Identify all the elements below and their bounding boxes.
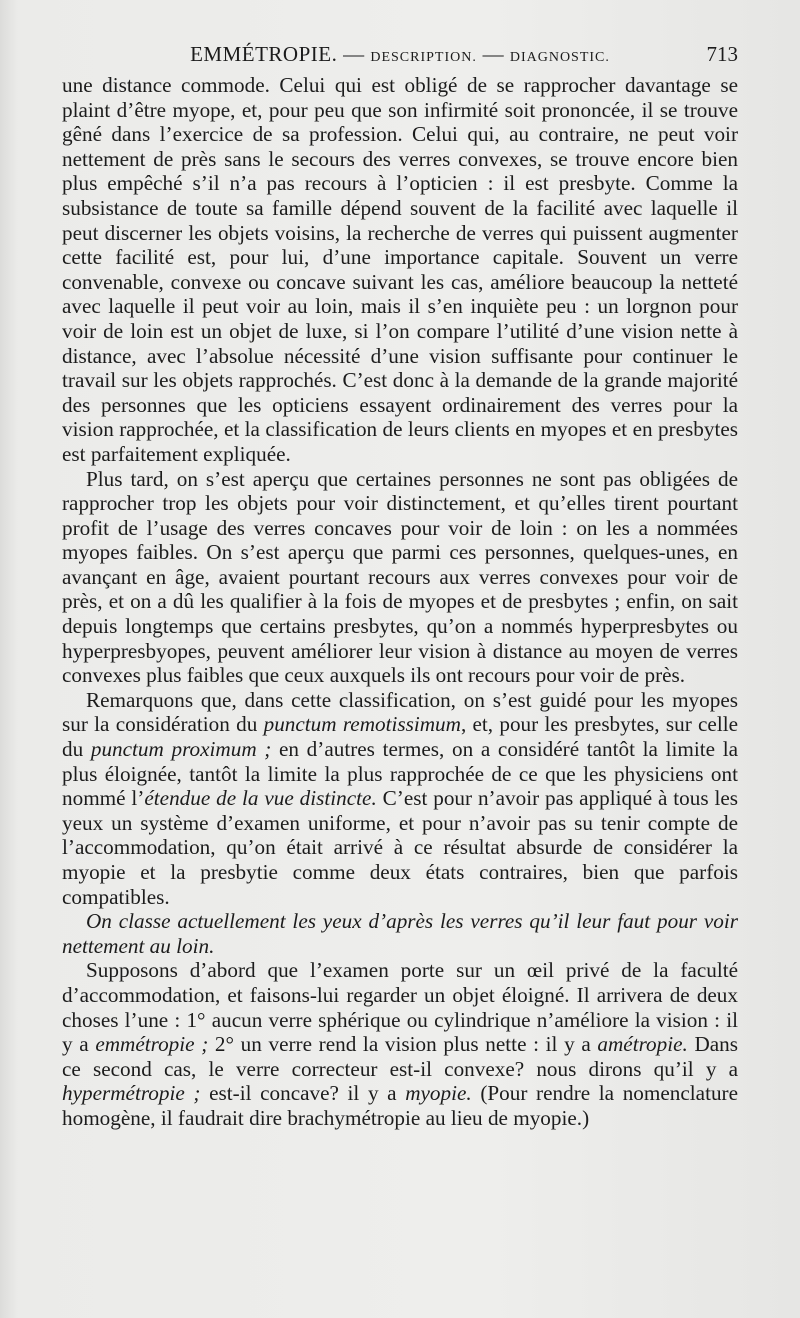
italic-text: hypermétropie ;: [62, 1081, 201, 1106]
italic-text: amétropie.: [597, 1032, 688, 1057]
title-dash-1: —: [337, 42, 371, 66]
title-diagnostic: DIAGNOSTIC.: [509, 50, 610, 65]
text-run: 2° un verre rend la vision plus nette : il y a: [208, 1032, 598, 1057]
text-run: Plus tard, on s’est aperçu que certaines personnes ne sont pas obligées de rapprocher trop les objets pour voir distinctement, et qu’elles tirent pourtant profit de l’usage des verres concaves pour voir de loin : on les a nommées myopes faibles. On s’est aperçu que parmi ces personnes, quelques-unes, en avançant en âge, avaient pourtant recours aux verres convexes pour voir de près, et on a dû les qualifier à la fois de myopes et de presbytes ; enfin, on sait depuis longtemps que certains presbytes, qu’on a nommés hyperpresbytes ou hyperpresbyopes, peuvent améliorer leur vision à distance au moyen de verres convexes plus faibles que ceux auxquels ils ont recours pour voir de près.: [62, 466, 738, 688]
italic-text: étendue de la vue distincte.: [144, 786, 377, 811]
title-dash-2: —: [476, 42, 510, 66]
body-text: [62, 73, 738, 1131]
italic-text: myopie.: [405, 1081, 472, 1106]
paragraph: [62, 909, 738, 958]
paragraph: [62, 73, 738, 467]
page-number: 713: [706, 42, 738, 66]
text-run: est-il concave? il y a: [200, 1081, 406, 1106]
italic-text: emmétropie ;: [95, 1032, 209, 1057]
text-run: , et, pour les presbytes, sur celle du: [62, 712, 738, 762]
italic-text: punctum proximum ;: [90, 737, 272, 762]
paragraph: [62, 688, 738, 909]
text-run: (Pour rendre la nomenclature homogène, il faudrait dire brachymétropie au lieu de myopie.): [62, 1081, 739, 1130]
paragraph: [62, 958, 738, 1130]
italic-text: On classe actuellement les yeux d’après les verres qu’il leur faut pour voir nettement au loin.: [62, 909, 738, 958]
paragraph: [62, 467, 738, 688]
italic-text: punctum remotissimum: [263, 712, 461, 737]
text-run: C’est pour n’avoir pas appliqué à tous les yeux un système d’examen uniforme, et pour n’avoir pas su tenir compte de l’accommodation, qu’on était arrivé à ce résultat absurde de considérer la myopie et la presbytie comme deux états contraires, bien que parfois compatibles.: [62, 786, 738, 909]
text-run: Supposons d’abord que l’examen porte sur un œil privé de la faculté d’accommodation, et faisons-lui regarder un objet éloigné. Il arrivera de deux choses l’une : 1° aucun verre sphérique ou cylindrique n’améliore la vision : il y a: [62, 958, 738, 1057]
title-main: EMMÉTROPIE.: [190, 42, 338, 66]
text-run: en d’autres termes, on a considéré tantôt la limite la plus éloignée, tantôt la limite la plus rapprochée de ce que les physiciens ont nommé l’: [62, 737, 739, 811]
text-run: une distance commode. Celui qui est obligé de se rapprocher davantage se plaint d’être myope, et, pour peu que son infirmité soit prononcée, il se trouve gêné dans l’exercice de sa profession. Celui qui, au contraire, ne peut voir nettement de près sans le secours des verres convexes, se trouve encore bien plus empêché s’il n’a pas recours à l’opticien : il est presbyte. Comme la subsistance de toute sa famille dépend souvent de la facilité avec laquelle il peut discerner les objets voisins, la recherche de verres qui puissent augmenter cette facilité est, pour lui, d’une importance capitale. Souvent un verre convenable, convexe ou concave suivant les cas, améliore beaucoup la netteté avec laquelle il peut voir au loin, mais il s’en inquiète peu : un lorgnon pour voir de loin est un objet de luxe, si l’on compare l’utilité d’une vision nette à distance, avec l’absolue nécessité d’une vision suffisante pour continuer le travail sur les objets rapprochés. C’est donc à la demande de la grande majorité des personnes que les opticiens essayent ordinairement des verres pour la vision rapprochée, et la classification de leurs clients en myopes et en presbytes est parfaitement expliquée.: [62, 73, 738, 466]
page-header: [62, 42, 738, 70]
text-run: Remarquons que, dans cette classification, on s’est guidé pour les myopes sur la considération du: [62, 687, 738, 737]
running-title: [62, 42, 738, 67]
text-run: Dans ce second cas, le verre correcteur est-il convexe? nous dirons qu’il y a: [62, 1032, 739, 1081]
title-description: DESCRIPTION.: [370, 50, 477, 65]
